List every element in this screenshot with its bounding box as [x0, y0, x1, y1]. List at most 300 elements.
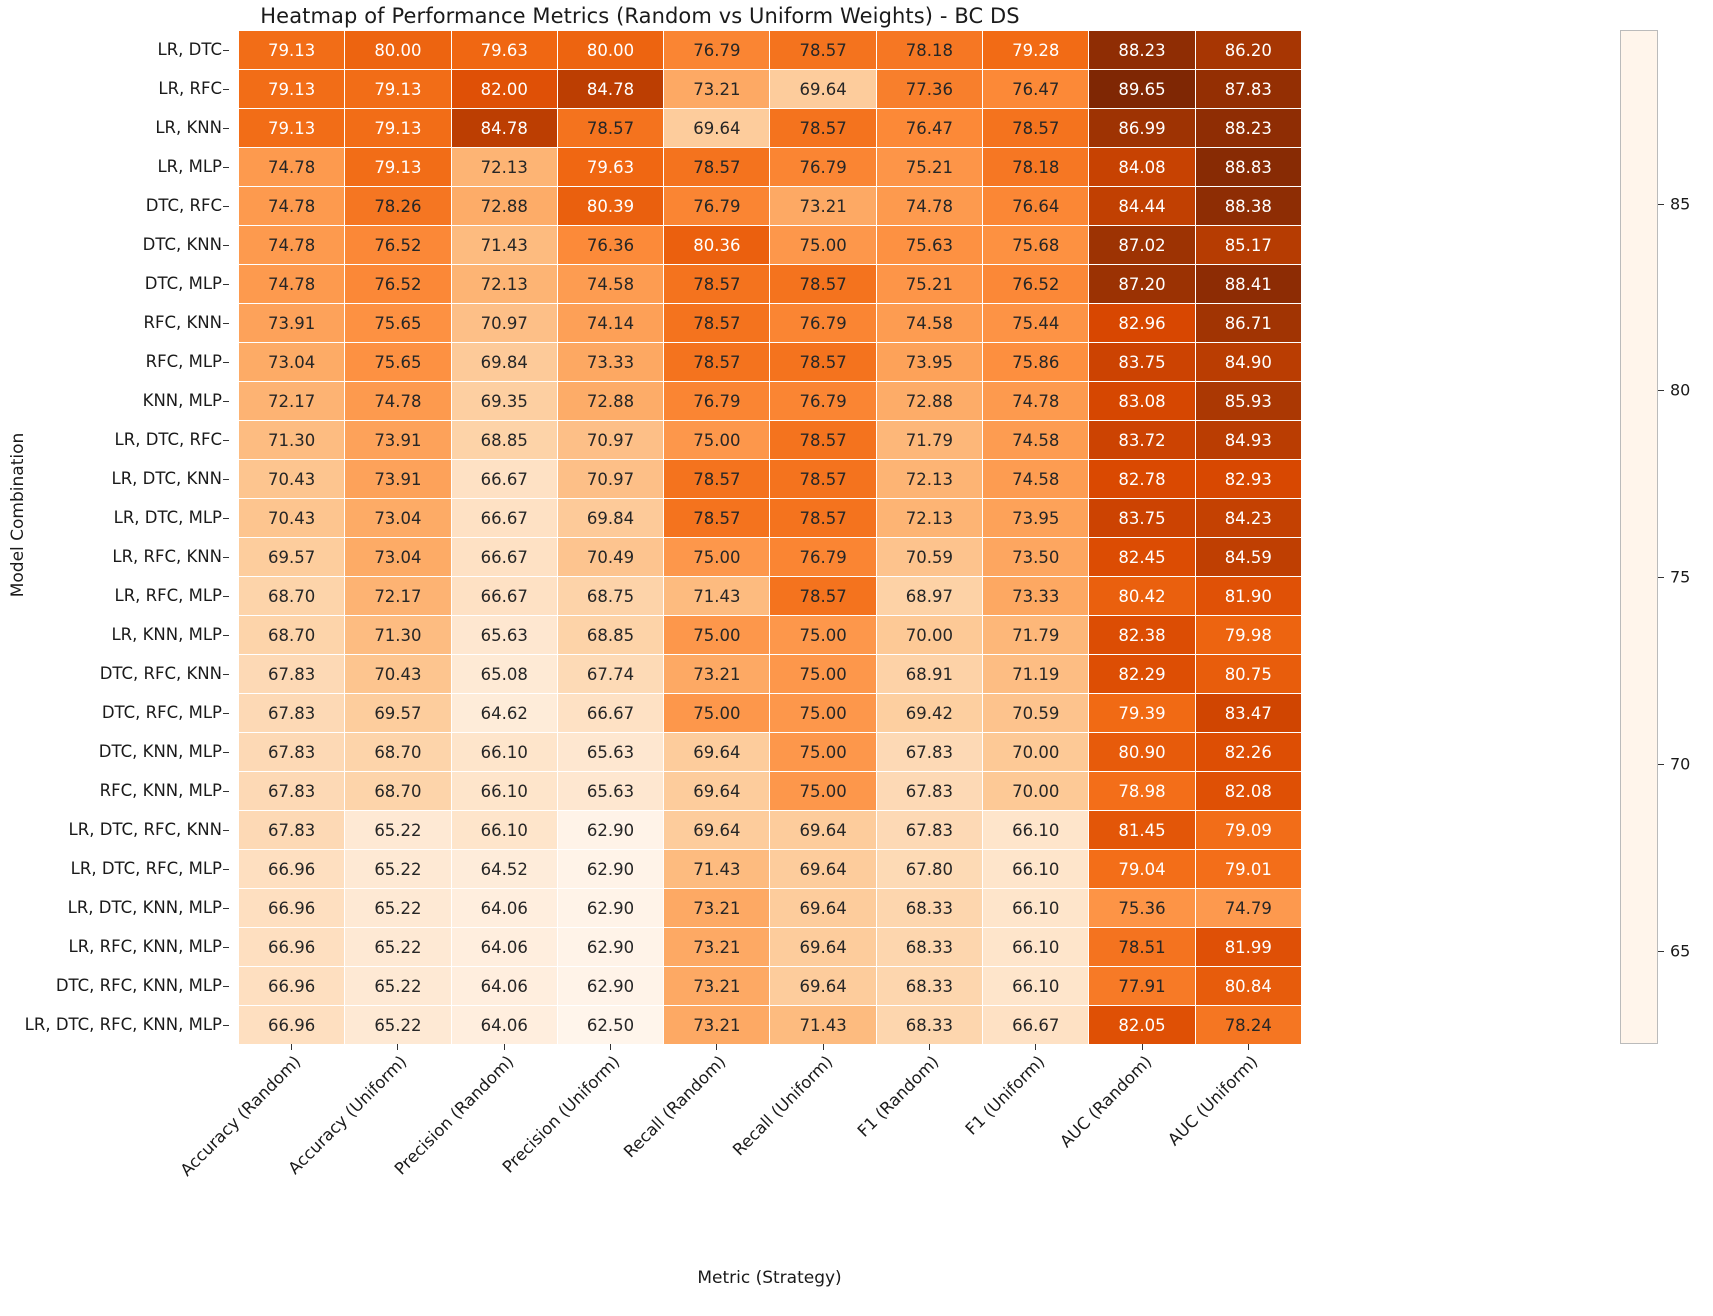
- heatmap-cell: 82.93: [1195, 460, 1301, 499]
- heatmap-cell: 62.90: [557, 889, 663, 928]
- heatmap-row: [239, 304, 1302, 343]
- heatmap-cell: 78.57: [664, 343, 770, 382]
- heatmap-cell: 78.57: [664, 148, 770, 187]
- y-tick-label: LR, DTC, RFC: [114, 430, 222, 449]
- colorbar-tick-mark: [1658, 951, 1664, 952]
- heatmap-cell: 69.42: [876, 694, 982, 733]
- heatmap-cell: 62.90: [557, 850, 663, 889]
- y-tick-mark: [223, 947, 229, 948]
- heatmap-cell: 62.90: [557, 811, 663, 850]
- y-tick-mark: [223, 479, 229, 480]
- heatmap-cell: 75.44: [983, 304, 1089, 343]
- heatmap-cell: 74.79: [1195, 889, 1301, 928]
- heatmap-cell: 69.64: [770, 811, 876, 850]
- heatmap-cell: 74.78: [239, 148, 345, 187]
- heatmap-row: [239, 538, 1302, 577]
- heatmap-cell: 79.63: [557, 148, 663, 187]
- heatmap-cell: 88.41: [1195, 265, 1301, 304]
- heatmap-row: [239, 1006, 1302, 1045]
- x-tick-label: Accuracy (Uniform): [284, 1052, 411, 1178]
- y-tick-label: LR, KNN, MLP: [111, 625, 222, 644]
- heatmap-cell: 79.13: [239, 70, 345, 109]
- heatmap-cell: 65.22: [345, 811, 451, 850]
- y-tick-mark: [223, 167, 229, 168]
- heatmap-cell: 68.85: [451, 421, 557, 460]
- heatmap-cell: 79.63: [451, 31, 557, 70]
- heatmap-cell: 67.83: [239, 772, 345, 811]
- x-tick-mark: [1035, 1044, 1036, 1050]
- heatmap-cell: 85.17: [1195, 226, 1301, 265]
- heatmap-cell: 78.57: [664, 460, 770, 499]
- heatmap-cell: 73.04: [239, 343, 345, 382]
- heatmap-cell: 78.98: [1089, 772, 1195, 811]
- heatmap-cell: 66.96: [239, 928, 345, 967]
- heatmap-cell: 79.13: [345, 109, 451, 148]
- heatmap-cell: 65.63: [557, 772, 663, 811]
- heatmap-cell: 70.49: [557, 538, 663, 577]
- heatmap-cell: 77.36: [876, 70, 982, 109]
- heatmap-cell: 73.21: [664, 1006, 770, 1045]
- heatmap-cell: 73.21: [664, 70, 770, 109]
- heatmap-cell: 75.00: [770, 694, 876, 733]
- heatmap-cell: 70.43: [239, 499, 345, 538]
- heatmap-cell: 76.36: [557, 226, 663, 265]
- y-tick-label: LR, RFC, KNN: [112, 547, 222, 566]
- heatmap-cell: 75.65: [345, 343, 451, 382]
- heatmap-cell: 80.84: [1195, 967, 1301, 1006]
- heatmap-cell: 66.96: [239, 889, 345, 928]
- heatmap-cell: 88.23: [1195, 109, 1301, 148]
- heatmap-cell: 75.68: [983, 226, 1089, 265]
- heatmap-cell: 72.13: [876, 460, 982, 499]
- heatmap-cell: 84.44: [1089, 187, 1195, 226]
- heatmap-cell: 76.79: [664, 187, 770, 226]
- heatmap-cell: 75.36: [1089, 889, 1195, 928]
- colorbar-tick-label: 80: [1670, 380, 1691, 400]
- heatmap-cell: 73.91: [345, 421, 451, 460]
- heatmap-cell: 79.98: [1195, 616, 1301, 655]
- heatmap-row: [239, 733, 1302, 772]
- heatmap-cell: 68.33: [876, 1006, 982, 1045]
- x-tick-label: F1 (Random): [853, 1052, 943, 1141]
- heatmap-cell: 68.97: [876, 577, 982, 616]
- x-tick-mark: [716, 1044, 717, 1050]
- heatmap-cell: 78.57: [770, 577, 876, 616]
- colorbar-gradient: [1621, 31, 1657, 1043]
- heatmap-cell: 69.64: [664, 733, 770, 772]
- heatmap-row: [239, 694, 1302, 733]
- y-tick-mark: [223, 362, 229, 363]
- heatmap-cell: 74.14: [557, 304, 663, 343]
- heatmap-cell: 78.57: [664, 304, 770, 343]
- heatmap-cell: 74.58: [557, 265, 663, 304]
- heatmap-cell: 75.86: [983, 343, 1089, 382]
- y-tick-label: LR, RFC, MLP: [114, 586, 222, 605]
- heatmap-row: [239, 70, 1302, 109]
- y-tick-label: LR, DTC, RFC, KNN: [68, 820, 222, 839]
- heatmap-cell: 75.63: [876, 226, 982, 265]
- heatmap-cell: 66.10: [451, 733, 557, 772]
- heatmap-cell: 72.17: [239, 382, 345, 421]
- y-tick-label: LR, RFC, KNN, MLP: [68, 937, 222, 956]
- heatmap-cell: 69.64: [664, 109, 770, 148]
- heatmap-cell: 71.43: [770, 1006, 876, 1045]
- heatmap-cell: 64.62: [451, 694, 557, 733]
- colorbar-tick-label: 65: [1670, 941, 1691, 961]
- heatmap-row: [239, 226, 1302, 265]
- heatmap-cell: 70.00: [983, 733, 1089, 772]
- heatmap-cell: 69.64: [770, 850, 876, 889]
- y-tick-mark: [223, 869, 229, 870]
- heatmap-cell: 80.90: [1089, 733, 1195, 772]
- heatmap-cell: 70.00: [876, 616, 982, 655]
- heatmap-cell: 73.04: [345, 538, 451, 577]
- heatmap-cell: 71.30: [239, 421, 345, 460]
- y-axis-label: Model Combination: [8, 432, 28, 598]
- x-tick-mark: [291, 1044, 292, 1050]
- y-tick-mark: [223, 674, 229, 675]
- heatmap-cell: 72.13: [451, 265, 557, 304]
- heatmap-cell: 79.09: [1195, 811, 1301, 850]
- heatmap-cell: 76.79: [770, 538, 876, 577]
- heatmap-cell: 82.08: [1195, 772, 1301, 811]
- heatmap-row: [239, 655, 1302, 694]
- y-tick-mark: [223, 518, 229, 519]
- heatmap-cell: 78.51: [1089, 928, 1195, 967]
- heatmap-cell: 74.78: [983, 382, 1089, 421]
- colorbar-tick-mark: [1658, 577, 1664, 578]
- heatmap-cell: 68.85: [557, 616, 663, 655]
- heatmap-cell: 74.58: [983, 460, 1089, 499]
- heatmap-cell: 67.83: [239, 733, 345, 772]
- x-tick-label: Accuracy (Random): [176, 1052, 305, 1180]
- heatmap-cell: 78.57: [770, 499, 876, 538]
- heatmap-cell: 88.83: [1195, 148, 1301, 187]
- heatmap-cell: 65.22: [345, 889, 451, 928]
- colorbar-tick-label: 75: [1670, 567, 1691, 587]
- heatmap-row: [239, 577, 1302, 616]
- heatmap-row: [239, 967, 1302, 1006]
- heatmap-cell: 79.13: [239, 109, 345, 148]
- heatmap-row: [239, 889, 1302, 928]
- y-tick-mark: [223, 50, 229, 51]
- x-tick-label: Recall (Uniform): [728, 1052, 837, 1160]
- heatmap-cell: 66.10: [983, 967, 1089, 1006]
- heatmap-cell: 72.88: [876, 382, 982, 421]
- heatmap-cell: 72.13: [451, 148, 557, 187]
- heatmap-cell: 70.00: [983, 772, 1089, 811]
- heatmap-cell: 80.42: [1089, 577, 1195, 616]
- heatmap-row: [239, 382, 1302, 421]
- heatmap-cell: 80.75: [1195, 655, 1301, 694]
- x-tick-mark: [1248, 1044, 1249, 1050]
- heatmap-cell: 76.79: [664, 382, 770, 421]
- heatmap-cell: 70.97: [451, 304, 557, 343]
- heatmap-row: [239, 265, 1302, 304]
- heatmap-cell: 81.90: [1195, 577, 1301, 616]
- y-tick-label: LR, DTC, KNN, MLP: [67, 898, 222, 917]
- heatmap-cell: 69.64: [770, 928, 876, 967]
- y-tick-mark: [223, 245, 229, 246]
- heatmap-cell: 88.38: [1195, 187, 1301, 226]
- heatmap-cell: 71.30: [345, 616, 451, 655]
- heatmap-cell: 75.00: [664, 538, 770, 577]
- heatmap-cell: 64.06: [451, 928, 557, 967]
- colorbar-tick-mark: [1658, 390, 1664, 391]
- heatmap-cell: 73.33: [983, 577, 1089, 616]
- heatmap-cell: 66.10: [451, 772, 557, 811]
- heatmap-cell: 88.23: [1089, 31, 1195, 70]
- heatmap-cell: 75.00: [770, 733, 876, 772]
- heatmap-row: [239, 811, 1302, 850]
- heatmap-cell: 83.47: [1195, 694, 1301, 733]
- heatmap-cell: 73.95: [876, 343, 982, 382]
- heatmap-cell: 75.00: [770, 772, 876, 811]
- heatmap-cell: 67.83: [239, 694, 345, 733]
- heatmap-cell: 72.17: [345, 577, 451, 616]
- heatmap-cell: 74.78: [345, 382, 451, 421]
- heatmap-cell: 67.83: [876, 811, 982, 850]
- heatmap-cell: 66.96: [239, 1006, 345, 1045]
- heatmap-cell: 64.52: [451, 850, 557, 889]
- heatmap-cell: 71.79: [983, 616, 1089, 655]
- heatmap-cell: 67.83: [876, 733, 982, 772]
- heatmap-cell: 71.43: [664, 850, 770, 889]
- y-tick-mark: [223, 284, 229, 285]
- y-tick-label: DTC, MLP: [144, 274, 222, 293]
- x-tick-mark: [397, 1044, 398, 1050]
- heatmap-cell: 75.00: [770, 655, 876, 694]
- heatmap-cell: 82.78: [1089, 460, 1195, 499]
- heatmap-cell: 84.78: [557, 70, 663, 109]
- heatmap-grid: [238, 30, 1302, 1045]
- heatmap-cell: 68.75: [557, 577, 663, 616]
- heatmap-cell: 78.57: [770, 109, 876, 148]
- y-tick-mark: [223, 830, 229, 831]
- heatmap-cell: 66.10: [983, 850, 1089, 889]
- heatmap-row: [239, 616, 1302, 655]
- heatmap-cell: 62.90: [557, 967, 663, 1006]
- heatmap-cell: 78.57: [770, 460, 876, 499]
- heatmap-cell: 71.79: [876, 421, 982, 460]
- heatmap-cell: 68.70: [345, 772, 451, 811]
- heatmap-cell: 70.43: [345, 655, 451, 694]
- heatmap-cell: 83.75: [1089, 343, 1195, 382]
- x-tick-mark: [1142, 1044, 1143, 1050]
- heatmap-cell: 78.24: [1195, 1006, 1301, 1045]
- heatmap-cell: 82.26: [1195, 733, 1301, 772]
- heatmap-cell: 69.64: [664, 811, 770, 850]
- heatmap-cell: 71.43: [451, 226, 557, 265]
- page-title: Heatmap of Performance Metrics (Random vs Uniform Weights) - BC DS: [260, 4, 1020, 28]
- heatmap-cell: 69.64: [770, 967, 876, 1006]
- heatmap-cell: 73.95: [983, 499, 1089, 538]
- heatmap-cell: 73.21: [664, 967, 770, 1006]
- colorbar-tick-mark: [1658, 204, 1664, 205]
- heatmap-row: [239, 850, 1302, 889]
- colorbar: [1620, 30, 1658, 1044]
- heatmap-cell: 82.38: [1089, 616, 1195, 655]
- y-tick-label: LR, RFC: [158, 79, 222, 98]
- heatmap-cell: 69.64: [664, 772, 770, 811]
- heatmap-cell: 70.97: [557, 460, 663, 499]
- heatmap-cell: 79.01: [1195, 850, 1301, 889]
- y-tick-mark: [223, 596, 229, 597]
- heatmap-cell: 74.58: [876, 304, 982, 343]
- heatmap-cell: 69.57: [239, 538, 345, 577]
- heatmap-cell: 79.13: [239, 31, 345, 70]
- heatmap-cell: 69.57: [345, 694, 451, 733]
- y-tick-mark: [223, 635, 229, 636]
- heatmap-cell: 73.04: [345, 499, 451, 538]
- x-tick-mark: [929, 1044, 930, 1050]
- heatmap-cell: 66.67: [451, 460, 557, 499]
- y-tick-mark: [223, 323, 229, 324]
- heatmap-cell: 76.52: [345, 226, 451, 265]
- y-tick-label: LR, DTC, MLP: [113, 508, 222, 527]
- heatmap-row: [239, 343, 1302, 382]
- colorbar-tick-label: 85: [1670, 194, 1691, 214]
- heatmap-cell: 66.67: [451, 577, 557, 616]
- heatmap-cell: 76.79: [664, 31, 770, 70]
- heatmap-cell: 82.96: [1089, 304, 1195, 343]
- heatmap-cell: 70.59: [876, 538, 982, 577]
- x-tick-mark: [504, 1044, 505, 1050]
- heatmap-cell: 84.59: [1195, 538, 1301, 577]
- x-tick-label: Precision (Uniform): [498, 1052, 624, 1177]
- heatmap-cell: 78.57: [664, 265, 770, 304]
- heatmap-cell: 86.71: [1195, 304, 1301, 343]
- heatmap-cell: 84.93: [1195, 421, 1301, 460]
- heatmap-cell: 66.96: [239, 850, 345, 889]
- heatmap-cell: 79.13: [345, 70, 451, 109]
- heatmap-cell: 83.08: [1089, 382, 1195, 421]
- heatmap-cell: 73.91: [239, 304, 345, 343]
- heatmap-cell: 65.22: [345, 1006, 451, 1045]
- heatmap-cell: 64.06: [451, 889, 557, 928]
- x-axis-tick-labels: [176, 1044, 1301, 1224]
- y-tick-mark: [223, 128, 229, 129]
- heatmap-cell: 80.00: [345, 31, 451, 70]
- y-tick-label: LR, DTC: [157, 40, 222, 59]
- heatmap-cell: 68.70: [239, 577, 345, 616]
- heatmap-cell: 73.21: [664, 928, 770, 967]
- x-axis-label: Metric (Strategy): [697, 1268, 842, 1288]
- heatmap-cell: 78.57: [770, 31, 876, 70]
- y-tick-label: LR, MLP: [157, 157, 222, 176]
- heatmap-cell: 78.18: [983, 148, 1089, 187]
- y-tick-label: KNN, MLP: [142, 391, 222, 410]
- heatmap-cell: 64.06: [451, 1006, 557, 1045]
- heatmap-cell: 86.99: [1089, 109, 1195, 148]
- heatmap-cell: 66.96: [239, 967, 345, 1006]
- heatmap-cell: 87.02: [1089, 226, 1195, 265]
- heatmap-cell: 78.18: [876, 31, 982, 70]
- heatmap-cell: 65.22: [345, 850, 451, 889]
- heatmap-cell: 78.57: [770, 343, 876, 382]
- x-tick-mark: [823, 1044, 824, 1050]
- y-tick-label: DTC, RFC, KNN, MLP: [55, 976, 222, 995]
- heatmap-cell: 69.64: [770, 70, 876, 109]
- y-tick-label: DTC, RFC: [145, 196, 222, 215]
- heatmap-cell: 76.52: [345, 265, 451, 304]
- heatmap-cell: 68.33: [876, 967, 982, 1006]
- heatmap-cell: 76.52: [983, 265, 1089, 304]
- heatmap-cell: 87.83: [1195, 70, 1301, 109]
- heatmap-cell: 76.47: [983, 70, 1089, 109]
- heatmap-cell: 69.84: [451, 343, 557, 382]
- heatmap-cell: 66.67: [983, 1006, 1089, 1045]
- heatmap-cell: 72.13: [876, 499, 982, 538]
- y-tick-mark: [223, 713, 229, 714]
- heatmap-cell: 73.21: [664, 889, 770, 928]
- heatmap-cell: 75.00: [664, 694, 770, 733]
- heatmap-cell: 84.78: [451, 109, 557, 148]
- heatmap-plot: [238, 30, 1301, 1044]
- y-tick-label: RFC, KNN: [143, 313, 222, 332]
- y-tick-label: LR, KNN: [155, 118, 222, 137]
- y-tick-label: RFC, KNN, MLP: [99, 781, 222, 800]
- heatmap-cell: 73.21: [664, 655, 770, 694]
- heatmap-cell: 78.57: [983, 109, 1089, 148]
- heatmap-cell: 66.10: [983, 811, 1089, 850]
- heatmap-cell: 83.72: [1089, 421, 1195, 460]
- heatmap-cell: 71.43: [664, 577, 770, 616]
- heatmap-cell: 73.21: [770, 187, 876, 226]
- heatmap-cell: 84.23: [1195, 499, 1301, 538]
- heatmap-cell: 66.10: [983, 889, 1089, 928]
- heatmap-cell: 70.59: [983, 694, 1089, 733]
- heatmap-cell: 68.33: [876, 928, 982, 967]
- heatmap-cell: 66.67: [557, 694, 663, 733]
- heatmap-cell: 66.67: [451, 538, 557, 577]
- heatmap-cell: 76.79: [770, 382, 876, 421]
- heatmap-row: [239, 928, 1302, 967]
- heatmap-cell: 72.88: [557, 382, 663, 421]
- heatmap-cell: 66.10: [983, 928, 1089, 967]
- heatmap-cell: 76.64: [983, 187, 1089, 226]
- heatmap-cell: 76.79: [770, 148, 876, 187]
- heatmap-cell: 75.00: [664, 421, 770, 460]
- heatmap-cell: 84.08: [1089, 148, 1195, 187]
- heatmap-cell: 67.83: [239, 655, 345, 694]
- y-tick-mark: [223, 752, 229, 753]
- heatmap-cell: 82.29: [1089, 655, 1195, 694]
- heatmap-cell: 79.13: [345, 148, 451, 187]
- x-tick-label: F1 (Uniform): [961, 1052, 1049, 1139]
- heatmap-cell: 73.50: [983, 538, 1089, 577]
- heatmap-row: [239, 460, 1302, 499]
- heatmap-cell: 65.63: [557, 733, 663, 772]
- y-tick-mark: [223, 986, 229, 987]
- heatmap-row: [239, 148, 1302, 187]
- heatmap-cell: 82.05: [1089, 1006, 1195, 1045]
- heatmap-cell: 68.70: [239, 616, 345, 655]
- heatmap-cell: 75.65: [345, 304, 451, 343]
- x-tick-label: Precision (Random): [390, 1052, 518, 1179]
- colorbar-tick-label: 70: [1670, 754, 1691, 774]
- heatmap-cell: 81.45: [1089, 811, 1195, 850]
- heatmap-cell: 67.74: [557, 655, 663, 694]
- heatmap-row: [239, 772, 1302, 811]
- heatmap-cell: 87.20: [1089, 265, 1195, 304]
- heatmap-cell: 77.91: [1089, 967, 1195, 1006]
- heatmap-cell: 65.22: [345, 928, 451, 967]
- heatmap-cell: 70.43: [239, 460, 345, 499]
- heatmap-cell: 74.58: [983, 421, 1089, 460]
- heatmap-cell: 80.39: [557, 187, 663, 226]
- heatmap-cell: 78.57: [770, 421, 876, 460]
